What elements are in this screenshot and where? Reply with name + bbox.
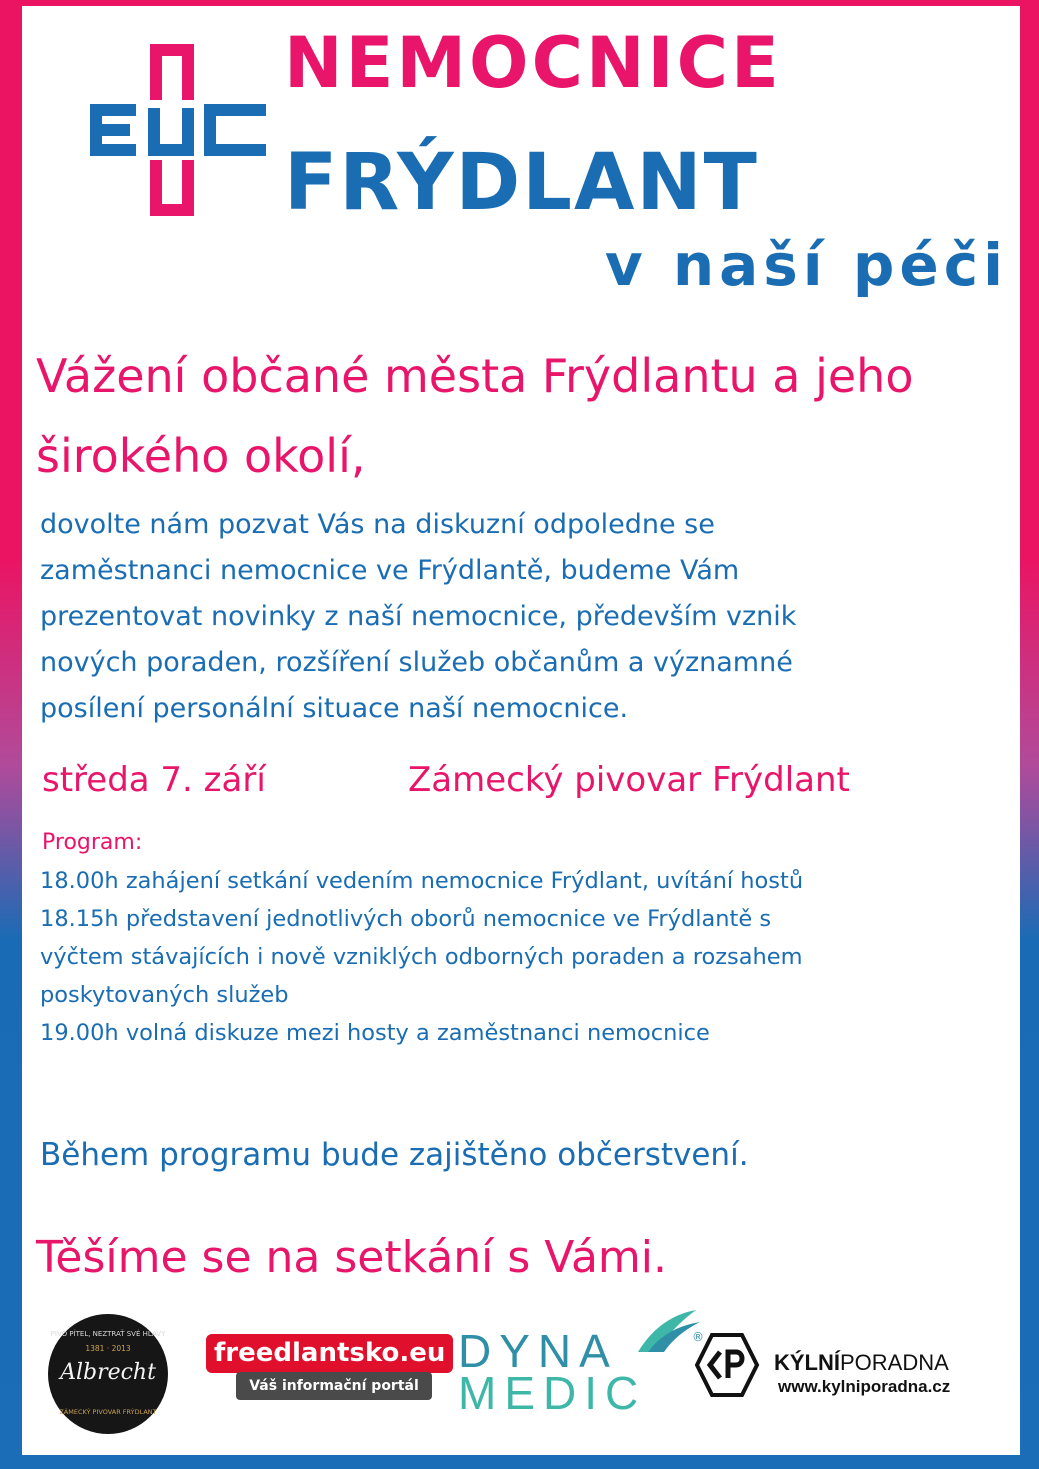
intro-paragraph	[40, 502, 1010, 732]
brand-name-line1: NEMOCNICE	[284, 22, 782, 104]
albrecht-years: 1381 · 2013	[85, 1344, 131, 1353]
freedlantsko-name: freedlantsko.eu	[206, 1334, 453, 1373]
kylniporadna-text	[774, 1350, 994, 1398]
tagline: v naší péči	[604, 231, 1008, 299]
program-title: Program:	[42, 830, 143, 855]
event-place: Zámecký pivovar Frýdlant	[408, 760, 850, 800]
albrecht-motto: PIVO PÍTEL, NEZTRAŤ SVÉ HLAVY	[50, 1330, 166, 1338]
intro-line: prezentovat novinky z naší nemocnice, především vznik	[40, 601, 797, 632]
albrecht-subtitle: ZÁMECKÝ PIVOVAR FRÝDLANT	[59, 1408, 157, 1416]
event-info	[42, 754, 1002, 806]
hospital-logo-icon	[90, 42, 270, 218]
program-section	[40, 824, 1000, 1052]
kylniporadna-logo-icon	[694, 1332, 760, 1398]
intro-line: nových poraden, rozšíření služeb občanům a významné	[40, 647, 793, 678]
program-line: výčtem stávajících i nově vzniklých odborných poraden a rozsahem	[40, 944, 803, 970]
program-line: 18.15h představení jednotlivých oborů nemocnice ve Frýdlantě s	[40, 906, 772, 932]
intro-line: zaměstnanci nemocnice ve Frýdlantě, budeme Vám	[40, 555, 740, 586]
freedlantsko-tagline-box	[236, 1372, 432, 1400]
albrecht-brewery-logo	[48, 1314, 168, 1434]
program-line: 19.00h volná diskuze mezi hosty a zaměstnanci nemocnice	[40, 1020, 710, 1046]
program-line: 18.00h zahájení setkání vedením nemocnice Frýdlant, uvítání hostů	[40, 868, 804, 894]
freedlantsko-tagline: Váš informační portál	[249, 1378, 419, 1394]
closing-line: Těšíme se na setkání s Vámi.	[36, 1232, 667, 1283]
dynamedic-line2: MEDIC	[458, 1367, 647, 1419]
intro-line: dovolte nám pozvat Vás na diskuzní odpoledne se	[40, 509, 715, 540]
event-date: středa 7. září	[42, 760, 266, 800]
refreshment-note: Během programu bude zajištěno občerstvení.	[40, 1137, 749, 1173]
dynamedic-line1: DYNA	[458, 1325, 618, 1377]
intro-line: posílení personální situace naší nemocnice.	[40, 693, 629, 724]
poster	[22, 6, 1020, 1455]
albrecht-name: Albrecht	[60, 1360, 156, 1385]
kylniporadna-name: KÝLNÍPORADNA	[774, 1350, 949, 1375]
program-line: poskytovaných služeb	[40, 982, 289, 1008]
registered-mark: ®	[692, 1330, 704, 1344]
kylniporadna-website: www.kylniporadna.cz	[778, 1377, 951, 1396]
greeting-heading: Vážení občané města Frýdlantu a jeho širokého okolí,	[36, 349, 914, 483]
brand-name-line2: FRÝDLANT	[284, 138, 759, 228]
freedlantsko-logo	[200, 1334, 446, 1402]
dynamedic-logo	[458, 1306, 704, 1419]
